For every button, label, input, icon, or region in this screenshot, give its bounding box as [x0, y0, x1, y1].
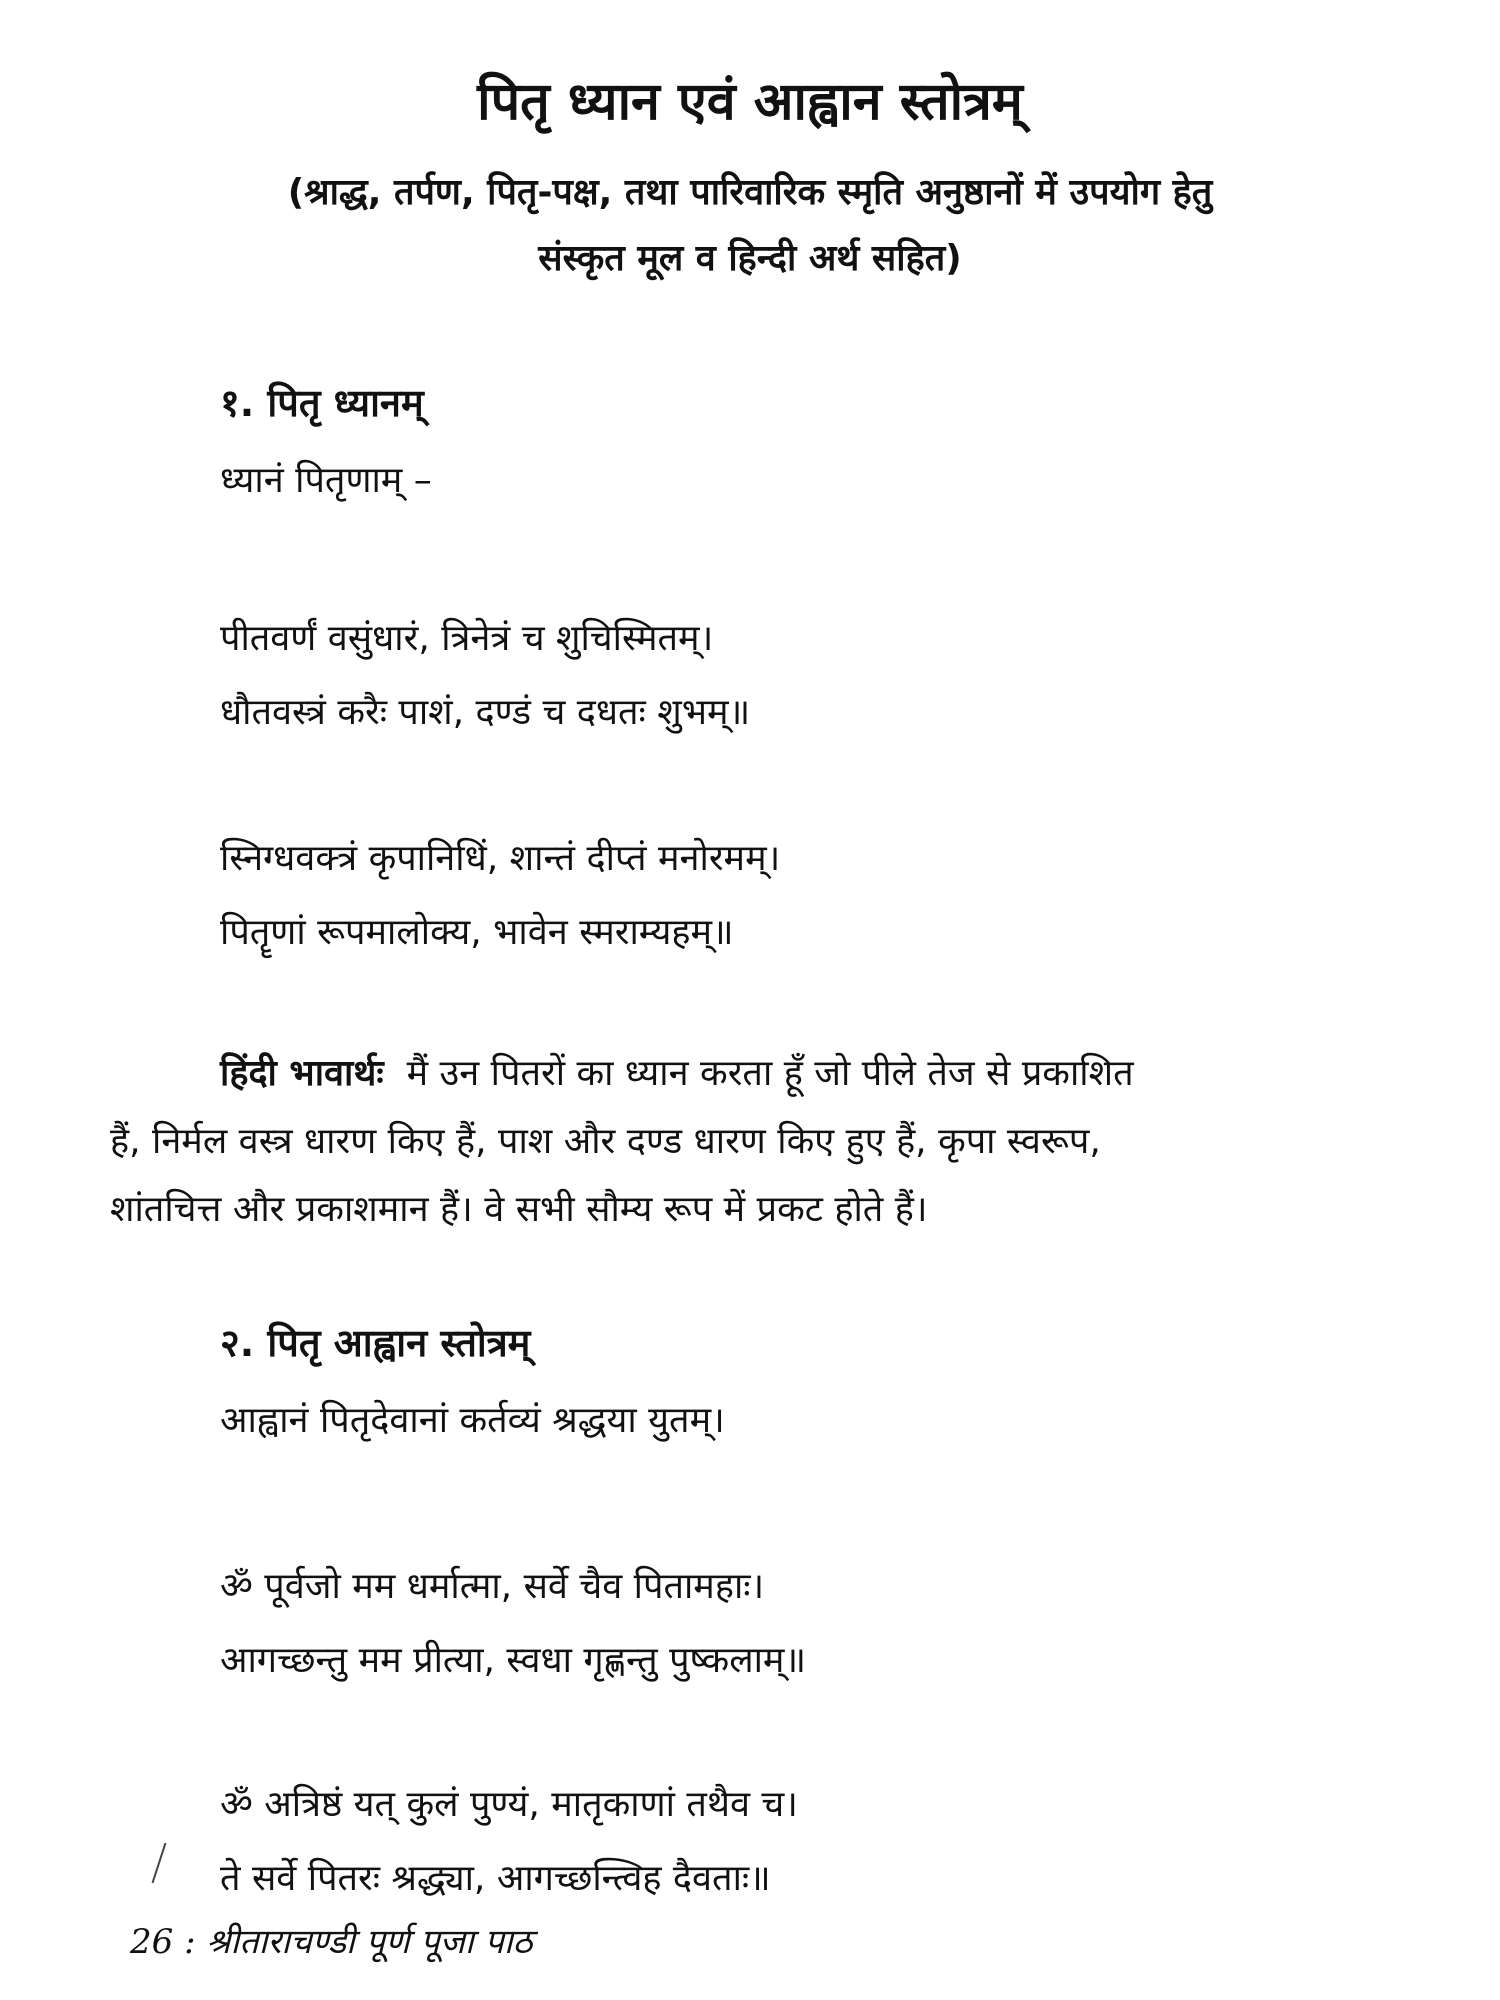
- section1-verse-2-line-2: पितॄणां रूपमालोक्य, भावेन स्मराम्यहम्॥: [220, 912, 734, 953]
- section2-verse-2-line-1: ॐ अत्रिष्ठं यत् कुलं पुण्यं, मातृकाणां तथैव च।: [220, 1784, 798, 1825]
- section1-heading: १. पितृ ध्यानम्: [220, 381, 424, 425]
- page-subtitle: [100, 160, 1400, 292]
- section2-intro: आह्वानं पितृदेवानां कर्तव्यं श्रद्धया युतम्।: [220, 1400, 725, 1441]
- meaning-line-1: मैं उन पितरों का ध्यान करता हूँ जो पीले तेज से प्रकाशित: [406, 1053, 1134, 1094]
- section1-verse-2: [220, 822, 780, 970]
- section1-intro: ध्यानं पितृणाम् –: [220, 460, 432, 501]
- page-footer: 26 : श्रीताराचण्डी पूर्ण पूजा पाठ: [130, 1922, 533, 1962]
- section2-verse-2: [220, 1768, 798, 1916]
- page-title: पितृ ध्यान एवं आह्वान स्तोत्रम्: [477, 72, 1023, 132]
- section2-verse-2-line-2: ते सर्वे पितरः श्रद्ध्या, आगच्छन्त्विह दैवताः॥: [220, 1858, 771, 1899]
- subtitle-line-2: संस्कृत मूल व हिन्दी अर्थ सहित): [538, 238, 962, 279]
- section2-verse-1: [220, 1550, 806, 1698]
- meaning-line-3: शांतचित्त और प्रकाशमान हैं। वे सभी सौम्य रूप में प्रकट होते हैं।: [110, 1189, 928, 1230]
- section2-verse-1-line-2: आगच्छन्तु मम प्रीत्या, स्वधा गृह्णन्तु पुष्कलाम्॥: [220, 1640, 807, 1681]
- meaning-label: हिंदी भावार्थः: [220, 1053, 384, 1094]
- section2-verse-1-line-1: ॐ पूर्वजो मम धर्मात्मा, सर्वे चैव पितामहाः।: [220, 1566, 765, 1607]
- section2-header-block: [220, 1318, 725, 1446]
- section1-verse-1: [220, 602, 750, 750]
- subtitle-line-1: (श्राद्ध, तर्पण, पितृ-पक्ष, तथा पारिवारिक स्मृति अनुष्ठानों में उपयोग हेतु: [287, 172, 1213, 213]
- stray-pen-mark: [152, 1843, 167, 1884]
- section2-heading: २. पितृ आह्वान स्तोत्रम्: [220, 1321, 531, 1365]
- meaning-line-2: हैं, निर्मल वस्त्र धारण किए हैं, पाश और दण्ड धारण किए हुए हैं, कृपा स्वरूप,: [110, 1121, 1101, 1162]
- section1-header-block: [220, 378, 432, 506]
- hindi-meaning-paragraph: [110, 1040, 1410, 1244]
- section1-verse-1-line-1: पीतवर्णं वसुंधारं, त्रिनेत्रं च शुचिस्मितम्।: [220, 618, 714, 659]
- section1-verse-2-line-1: स्निग्धवक्त्रं कृपानिधिं, शान्तं दीप्तं मनोरमम्।: [220, 838, 781, 879]
- section1-verse-1-line-2: धौतवस्त्रं करैः पाशं, दण्डं च दधतः शुभम्॥: [220, 692, 751, 733]
